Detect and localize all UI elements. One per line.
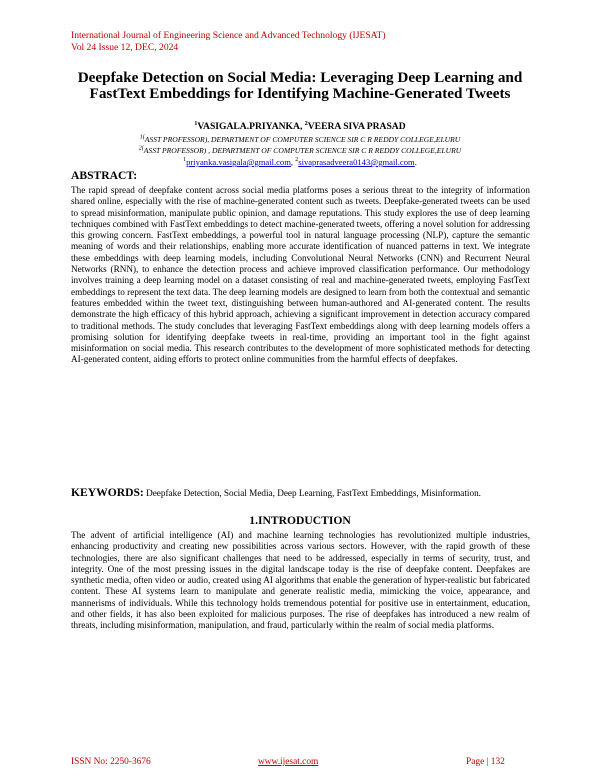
keywords — [71, 487, 530, 499]
email2-mark: 2 — [295, 157, 299, 164]
email2-link[interactable]: sivaprasadveera0143@gmail.com — [298, 157, 415, 167]
abstract-heading: ABSTRACT: — [71, 169, 138, 182]
affiliation-2-mark: 2( — [138, 145, 144, 152]
author1-name: VASIGALA.PRIYANKA, — [197, 121, 305, 132]
author-line — [0, 121, 600, 133]
affiliation-2-text: ASST PROFESSOR) , DEPARTMENT OF COMPUTER SCIENCE SIR C R REDDY COLLEGE,ELURU — [143, 146, 462, 155]
author2-name: VEERA SIVA PRASAD — [307, 121, 406, 132]
keywords-text: Deepfake Detection, Social Media, Deep Learning, FastText Embeddings, Misinformation. — [143, 488, 481, 498]
footer-issn: ISSN No: 2250-3676 — [71, 757, 151, 767]
email-line — [0, 157, 600, 168]
abstract-text: The rapid spread of deepfake content across social media platforms poses a serious threat to the integrity of information shared online, especially with the rise of machine-generated content such as tweets. Deepfake-generated tweets can be used to spread misinformation, manipulate public opinion, and damage reputations. This study explores the use of deep learning techniques combined with FastText embeddings to detect machine-generated tweets, offering a novel solution for addressing this growing concern. FastText embeddings, a powerful tool in natural language processing (NLP), capture the semantic meaning of words and their relationships, enabling more accurate identification of nuanced patterns in text. We integrate these embeddings with deep learning models, including Convolutional Neural Networks (CNN) and Recurrent Neural Networks (RNN), to enhance the detection process and achieve improved classification performance. Our methodology involves training a deep learning model on a dataset consisting of real and machine-generated tweets, employing FastText embeddings to represent the text data. The deep learning models are designed to learn from both the contextual and semantic features embedded within the tweet text, distinguishing between human-authored and AI-generated content. The results demonstrate the high efficacy of this hybrid approach, achieving a significant improvement in detection accuracy compared to traditional methods. The study concludes that leveraging FastText embeddings along with deep learning models offers a promising solution for identifying deepfake tweets in real-time, providing an important tool in the fight against misinformation on social media. This research contributes to the development of more sophisticated methods for detecting AI-generated content, aiding efforts to protect online communities from the harmful effects of deepfakes. — [71, 185, 530, 365]
email-end: . — [414, 157, 417, 167]
paper-title: Deepfake Detection on Social Media: Leveraging Deep Learning and FastText Embeddings for Identifying Machine-Generated Tweets — [77, 69, 523, 103]
affiliation-2 — [60, 146, 540, 156]
footer-website-link[interactable]: www.ijesat.com — [258, 757, 319, 767]
author2-mark: 2 — [304, 120, 308, 127]
affiliation-1-text: ASST PROFESSOR), DEPARTMENT OF COMPUTER SCIENCE SIR C R REDDY COLLEGE,ELURU — [144, 135, 461, 144]
email1-mark: 1 — [183, 157, 187, 164]
journal-volume: Vol 24 Issue 12, DEC, 2024 — [71, 42, 179, 53]
affiliation-1 — [60, 135, 540, 145]
keywords-label: KEYWORDS: — [71, 486, 144, 499]
email1-link[interactable]: priyanka.vasigala@gmail.com — [186, 157, 291, 167]
author1-mark: 1 — [194, 120, 198, 127]
footer-page-number: Page | 132 — [466, 757, 505, 767]
email-separator: , — [290, 157, 296, 167]
introduction-text: The advent of artificial intelligence (AI) and machine learning technologies has revolutionized multiple industries, enhancing productivity and creating new possibilities across various sectors. However, with the rapid growth of these technologies, there are also significant challenges that need to be addressed, especially in terms of security, trust, and integrity. One of the most pressing issues in the digital landscape today is the rise of deepfake content. Deepfakes are synthetic media, often video or audio, created using AI algorithms that enable the generation of hyper-realistic but fabricated content. These AI systems learn to manipulate and generate realistic media, mimicking the voice, appearance, and mannerisms of individuals. While this technology holds tremendous potential for positive use in entertainment, education, and other fields, it has also been exploited for malicious purposes. The rise of deepfakes has introduced a new realm of threats, including misinformation, manipulation, and fraud, particularly within the realm of social media platforms. — [71, 530, 530, 631]
journal-name: International Journal of Engineering Science and Advanced Technology (IJESAT) — [71, 30, 386, 41]
journal-header — [71, 30, 386, 54]
affiliation-1-mark: 1( — [139, 134, 145, 141]
introduction-heading: 1.INTRODUCTION — [249, 514, 351, 527]
